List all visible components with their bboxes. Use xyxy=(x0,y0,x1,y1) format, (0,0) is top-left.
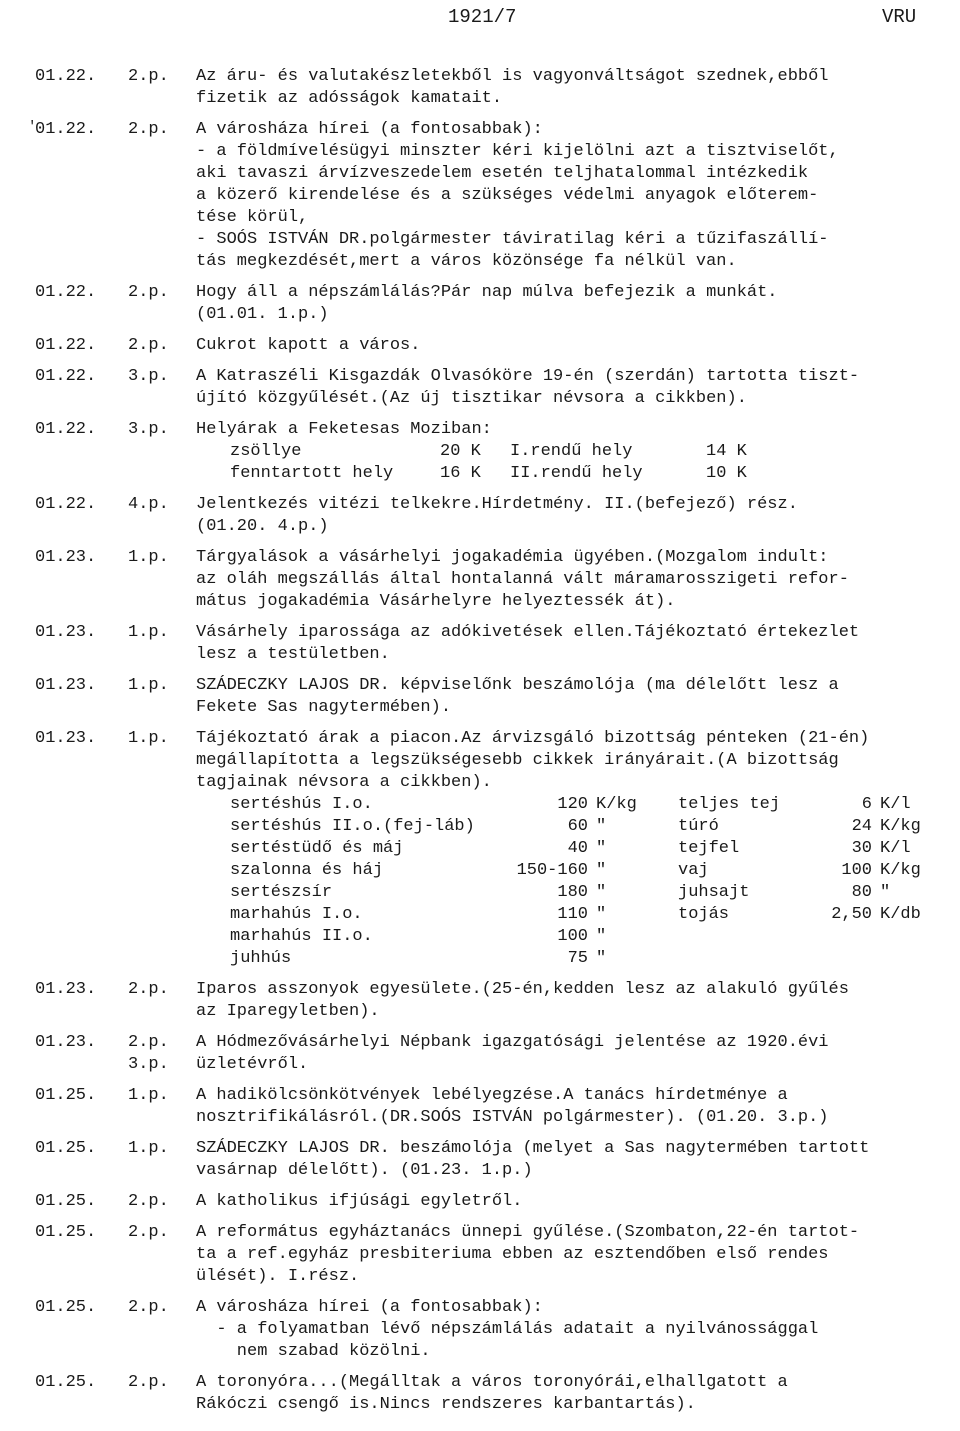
entry-line: tagjainak névsora a cikkben). xyxy=(196,773,492,792)
entry-text xyxy=(196,366,956,410)
entry-line: SZÁDECZKY LAJOS DR. beszámolója (melyet a Sas nagytermében tartott xyxy=(196,1139,870,1158)
entry-text xyxy=(196,1138,956,1182)
entry-page: 2.p. xyxy=(128,1373,169,1392)
list-item xyxy=(0,1085,960,1129)
list-item xyxy=(0,66,960,110)
price-cell: " xyxy=(596,839,607,858)
price-cell: tejfel xyxy=(678,839,740,858)
price-cell: " xyxy=(596,927,607,946)
entry-text xyxy=(196,728,956,970)
price-cell: K/kg xyxy=(596,795,637,814)
entry-page: 2.p. xyxy=(128,67,169,86)
price-cell: 16 K xyxy=(440,464,481,483)
price-cell: juhhús xyxy=(230,949,292,968)
market-price-row xyxy=(196,926,956,948)
entry-line: aki tavaszi árvízveszedelem esetén teljhatalommal intézkedik xyxy=(196,164,809,183)
list-item xyxy=(0,366,960,410)
entry-text xyxy=(196,119,956,273)
entry-line: újító közgyűlését.(Az új tisztikar névsora a cikkben). xyxy=(196,389,747,408)
entry-line: Helyárak a Feketesas Moziban: xyxy=(196,420,492,439)
price-cell: zsöllye xyxy=(230,442,302,461)
price-cell: " xyxy=(596,861,607,880)
price-cell: sertészsír xyxy=(230,883,333,902)
market-price-row xyxy=(196,948,956,970)
entry-line: vasárnap délelőtt). (01.23. 1.p.) xyxy=(196,1161,533,1180)
entry-date: 01.23. xyxy=(35,676,97,695)
entry-date: 01.25. xyxy=(35,1139,97,1158)
list-item xyxy=(0,1222,960,1288)
entry-line: nosztrifikálásról.(DR.SOÓS ISTVÁN polgármester). (01.20. 3.p.) xyxy=(196,1108,829,1127)
entry-page: 2.p. 3.p. xyxy=(128,1033,169,1074)
entry-date: 01.25. xyxy=(35,1086,97,1105)
market-price-row xyxy=(196,904,956,926)
entry-page: 1.p. xyxy=(128,1086,169,1105)
entry-page: 1.p. xyxy=(128,623,169,642)
entry-line: a közerő kirendelése és a szükséges védelmi anyagok előterem- xyxy=(196,186,819,205)
entry-line: nem szabad közölni. xyxy=(196,1342,431,1361)
entry-line: - SOÓS ISTVÁN DR.polgármester táviratilag kéri a tűzifaszállí- xyxy=(196,230,829,249)
entry-line: Tájékoztató árak a piacon.Az árvizsgáló bizottság pénteken (21-én) xyxy=(196,729,870,748)
entry-line: az oláh megszállás által hontalanná vált máramarosszigeti refor- xyxy=(196,570,849,589)
entry-line: A hadikölcsönkötvények lebélyegzése.A tanács hírdetménye a xyxy=(196,1086,788,1105)
entry-page: 2.p. xyxy=(128,336,169,355)
price-cell: " xyxy=(596,949,607,968)
entry-page: 4.p. xyxy=(128,495,169,514)
entry-date: 01.22. xyxy=(35,367,97,386)
cinema-price-row xyxy=(196,463,956,485)
cinema-price-row xyxy=(196,441,956,463)
list-item xyxy=(0,1297,960,1363)
list-item xyxy=(0,282,960,326)
entry-page: 2.p. xyxy=(128,1223,169,1242)
entry-date: 01.25. xyxy=(35,1223,97,1242)
entry-page: 1.p. xyxy=(128,676,169,695)
entry-text xyxy=(196,494,956,538)
entry-text xyxy=(196,547,956,613)
price-cell: K/l xyxy=(880,839,911,858)
entry-line: A Katraszéli Kisgazdák Olvasóköre 19-én (szerdán) tartotta tiszt- xyxy=(196,367,860,386)
entry-text xyxy=(196,419,956,485)
entry-line: A városháza hírei (a fontosabbak): xyxy=(196,1298,543,1317)
price-cell: túró xyxy=(678,817,719,836)
price-cell: marhahús II.o. xyxy=(230,927,373,946)
entry-line: A toronyóra...(Megálltak a város toronyórái,elhallgatott a xyxy=(196,1373,788,1392)
entry-line: (01.20. 4.p.) xyxy=(196,517,329,536)
entry-line: mátus jogakadémia Vásárhelyre helyeztessék át). xyxy=(196,592,676,611)
entry-line: Fekete Sas nagytermében). xyxy=(196,698,452,717)
entry-date: 01.23. xyxy=(35,1033,97,1052)
price-cell: 40 xyxy=(567,839,588,858)
price-cell: fenntartott hely xyxy=(230,464,394,483)
price-cell: 20 K xyxy=(440,442,481,461)
entry-line: - a földmívelésügyi minszter kéri kijelölni azt a tisztviselőt, xyxy=(196,142,839,161)
price-cell: K/kg xyxy=(880,817,921,836)
entry-text xyxy=(196,335,956,357)
entry-line: ülését). I.rész. xyxy=(196,1267,360,1286)
entry-date: 01.23. xyxy=(35,623,97,642)
entry-page: 1.p. xyxy=(128,729,169,748)
entry-text xyxy=(196,1297,956,1363)
entry-date: 01.25. xyxy=(35,1298,97,1317)
entry-line: A katholikus ifjúsági egyletről. xyxy=(196,1192,523,1211)
price-cell: 14 K xyxy=(706,442,747,461)
entry-page: 3.p. xyxy=(128,367,169,386)
entry-line: fizetik az adósságok kamatait. xyxy=(196,89,503,108)
entry-line: A Hódmezővásárhelyi Népbank igazgatósági jelentése az 1920.évi xyxy=(196,1033,829,1052)
entry-line: Hogy áll a népszámlálás?Pár nap múlva befejezik a munkát. xyxy=(196,283,778,302)
market-price-row xyxy=(196,882,956,904)
entry-date: 01.22. xyxy=(35,283,97,302)
entry-page: 2.p. xyxy=(128,1192,169,1211)
price-cell: " xyxy=(596,817,607,836)
list-item xyxy=(0,419,960,485)
price-cell: 2,50 xyxy=(831,905,872,924)
list-item xyxy=(0,1372,960,1416)
price-cell: 30 xyxy=(851,839,872,858)
entry-line: Iparos asszonyok egyesülete.(25-én,kedden lesz az alakuló gyűlés xyxy=(196,980,849,999)
price-cell: marhahús I.o. xyxy=(230,905,363,924)
market-price-row xyxy=(196,816,956,838)
entry-text xyxy=(196,675,956,719)
entry-text xyxy=(196,1222,956,1288)
entry-text xyxy=(196,282,956,326)
price-cell: 110 xyxy=(557,905,588,924)
entry-line: (01.01. 1.p.) xyxy=(196,305,329,324)
entry-line: az Iparegyletben). xyxy=(196,1002,380,1021)
price-cell: 180 xyxy=(557,883,588,902)
entry-text xyxy=(196,622,956,666)
entry-line: tése körül, xyxy=(196,208,309,227)
price-cell: sertéstüdő és máj xyxy=(230,839,404,858)
price-cell: 100 xyxy=(557,927,588,946)
entry-text xyxy=(196,979,956,1023)
entry-page: 1.p. xyxy=(128,1139,169,1158)
list-item xyxy=(0,119,960,273)
price-cell: 60 xyxy=(567,817,588,836)
entry-page: 2.p. xyxy=(128,1298,169,1317)
entry-line: lesz a testületben. xyxy=(196,645,390,664)
entry-line: Tárgyalások a vásárhelyi jogakadémia ügyében.(Mozgalom indult: xyxy=(196,548,829,567)
document-number: 1921/7 xyxy=(448,6,517,28)
list-item xyxy=(0,622,960,666)
list-item xyxy=(0,547,960,613)
entry-text xyxy=(196,66,956,110)
entry-page: 2.p. xyxy=(128,283,169,302)
list-item xyxy=(0,494,960,538)
entry-line: Rákóczi csengő is.Nincs rendszeres karbantartás). xyxy=(196,1395,696,1414)
entry-text xyxy=(196,1191,956,1213)
entry-line: - a folyamatban lévő népszámlálás adatait a nyilvánossággal xyxy=(196,1320,819,1339)
entry-page: 1.p. xyxy=(128,548,169,567)
entry-line: üzletévről. xyxy=(196,1055,309,1074)
list-item xyxy=(0,675,960,719)
price-cell: tojás xyxy=(678,905,730,924)
list-item xyxy=(0,979,960,1023)
price-cell: K/l xyxy=(880,795,911,814)
price-cell: szalonna és háj xyxy=(230,861,384,880)
price-cell: K/kg xyxy=(880,861,921,880)
price-cell: 150-160 xyxy=(516,861,588,880)
price-cell: vaj xyxy=(678,861,709,880)
list-item xyxy=(0,1032,960,1076)
price-cell: 75 xyxy=(567,949,588,968)
entry-text xyxy=(196,1085,956,1129)
price-cell: K/db xyxy=(880,905,921,924)
entry-mark: ' xyxy=(28,119,37,135)
entry-line: Vásárhely iparossága az adókivetések ellen.Tájékoztató értekezlet xyxy=(196,623,860,642)
market-price-row xyxy=(196,860,956,882)
market-price-row xyxy=(196,794,956,816)
entry-text xyxy=(196,1032,956,1076)
list-item xyxy=(0,1191,960,1213)
entry-date: 01.22. xyxy=(35,336,97,355)
entry-line: A városháza hírei (a fontosabbak): xyxy=(196,120,543,139)
entry-date: 01.22. xyxy=(35,495,97,514)
price-cell: " xyxy=(596,883,607,902)
list-item xyxy=(0,1138,960,1182)
document-code: VRU xyxy=(882,6,917,28)
entry-line: Cukrot kapott a város. xyxy=(196,336,421,355)
entry-line: A református egyháztanács ünnepi gyűlése.(Szombaton,22-én tartot- xyxy=(196,1223,860,1242)
entry-line: ta a ref.egyház presbiteriuma ebben az esztendőben első rendes xyxy=(196,1245,829,1264)
price-cell: " xyxy=(596,905,607,924)
entry-date: 01.23. xyxy=(35,980,97,999)
entry-line: Jelentkezés vitézi telkekre.Hírdetmény. II.(befejező) rész. xyxy=(196,495,798,514)
entry-date: 01.22. xyxy=(35,420,97,439)
price-cell: sertéshús II.o.(fej-láb) xyxy=(230,817,475,836)
market-price-row xyxy=(196,838,956,860)
price-cell: sertéshús I.o. xyxy=(230,795,373,814)
entry-date: 01.23. xyxy=(35,729,97,748)
entry-line: tás megkezdését,mert a város közönsége fa nélkül van. xyxy=(196,252,737,271)
price-cell: 10 K xyxy=(706,464,747,483)
price-cell: 120 xyxy=(557,795,588,814)
price-cell: 6 xyxy=(861,795,872,814)
entry-line: SZÁDECZKY LAJOS DR. képviselőnk beszámolója (ma délelőtt lesz a xyxy=(196,676,839,695)
price-cell: 24 xyxy=(851,817,872,836)
entry-date: 01.22. xyxy=(35,67,97,86)
list-item xyxy=(0,728,960,970)
entry-line: megállapította a legszükségesebb cikkek irányárait.(A bizottság xyxy=(196,751,839,770)
entry-list xyxy=(0,66,960,1425)
entry-line: Az áru- és valutakészletekből is vagyonváltságot szednek,ebből xyxy=(196,67,829,86)
price-cell: juhsajt xyxy=(678,883,750,902)
price-cell: 80 xyxy=(851,883,872,902)
entry-page: 2.p. xyxy=(128,980,169,999)
price-cell: II.rendű hely xyxy=(510,464,643,483)
price-cell: teljes tej xyxy=(678,795,781,814)
entry-date: 01.25. xyxy=(35,1373,97,1392)
price-cell: I.rendű hely xyxy=(510,442,633,461)
entry-page: 2.p. xyxy=(128,120,169,139)
entry-text xyxy=(196,1372,956,1416)
entry-date: 01.23. xyxy=(35,548,97,567)
entry-page: 3.p. xyxy=(128,420,169,439)
price-cell: " xyxy=(880,883,891,902)
entry-date: 01.25. xyxy=(35,1192,97,1211)
entry-date: 01.22. xyxy=(35,120,97,139)
list-item xyxy=(0,335,960,357)
price-cell: 100 xyxy=(841,861,872,880)
